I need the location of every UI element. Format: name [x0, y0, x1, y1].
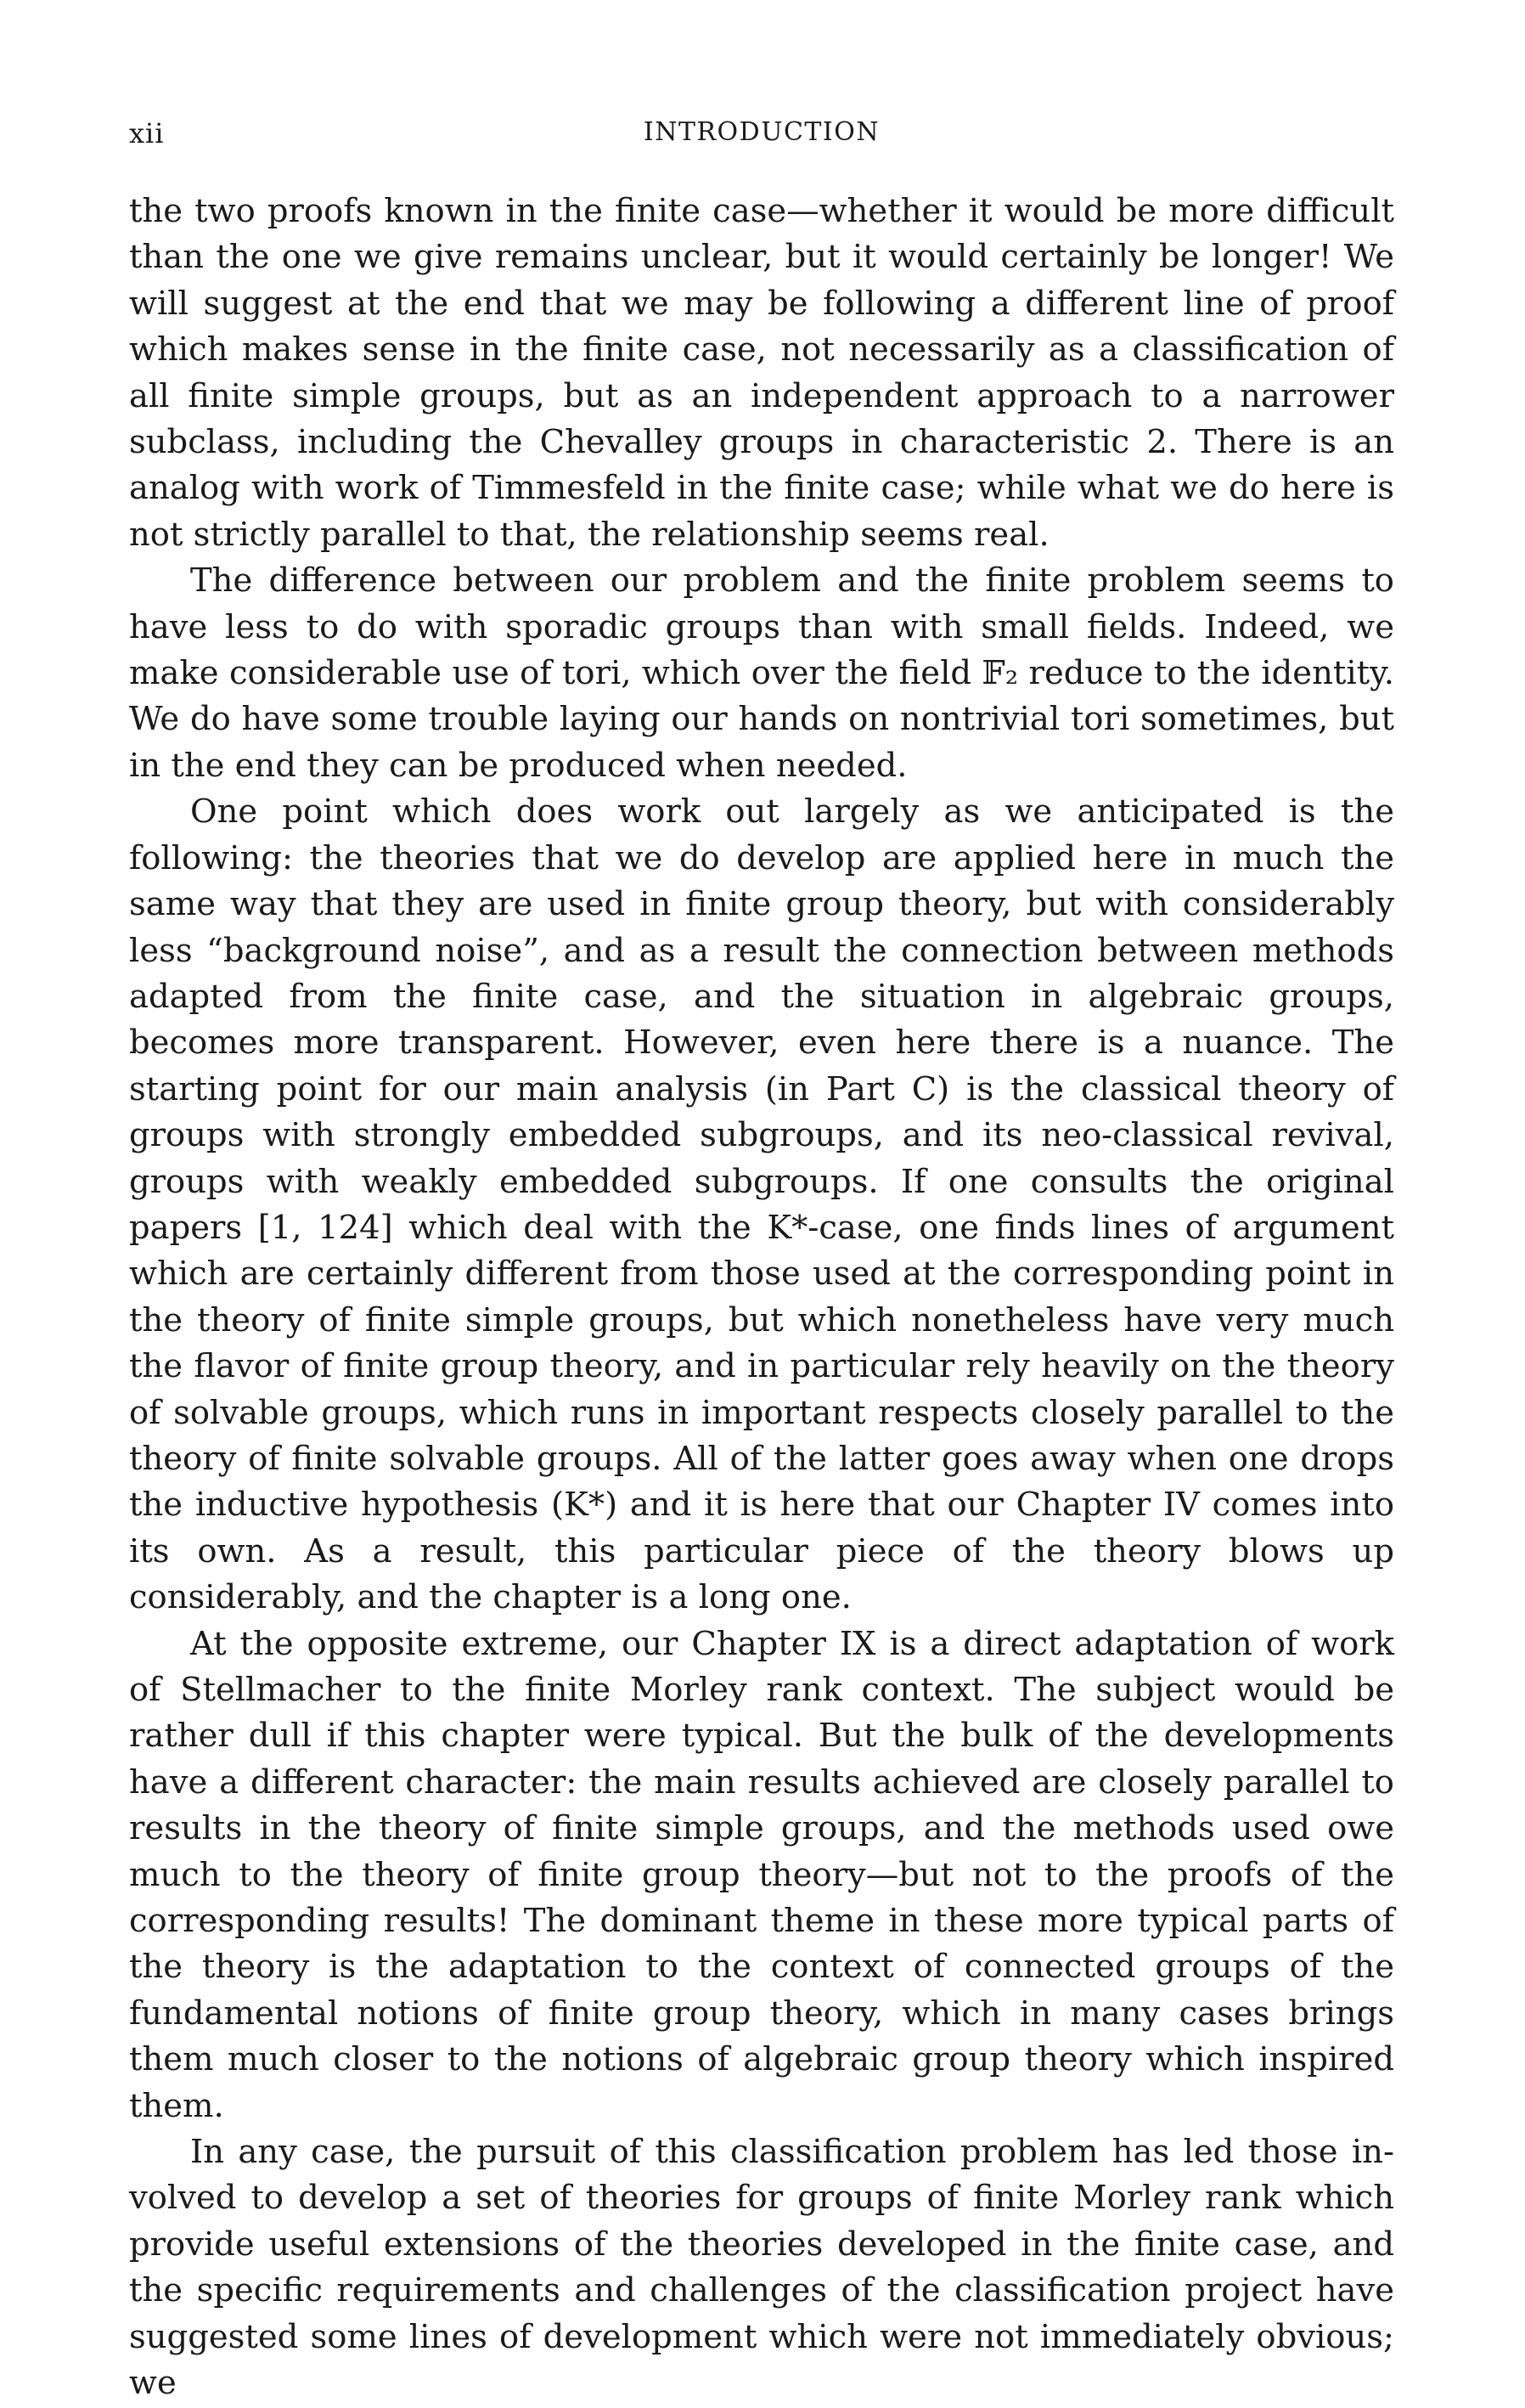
body-text: [129, 189, 1394, 2407]
page-header: [129, 117, 1394, 160]
paragraph: In any case, the pursuit of this classification problem has led those involved to develop a set of theories for groups of finite Morley rank which provide useful extensions of the theories developed in the finite case, and the specific requirements and challenges of the classification project have suggested some lines of development which were not immediately obvious; we: [129, 2133, 1394, 2403]
page-number: xii: [129, 117, 165, 149]
paragraph: One point which does work out largely as we anticipated is the following: the theories that we do develop are applied here in much the same way that they are used in finite group theory, but with considerably less “background noise”, and as a result the connection between methods adapted from the finite case, and the situation in algebraic groups, becomes more transparent. However, even here there is a nuance. The starting point for our main analysis (in Part C) is the classical theory of groups with strongly embedded subgroups, and its neo-classical revival, groups with weakly embedded subgroups. If one consults the original papers [1, 124] which deal with the K*-case, one finds lines of argument which are certainly different from those used at the corresponding point in the theory of finite simple groups, but which nonetheless have very much the flavor of finite group theory, and in particular rely heavily on the theory of solvable groups, which runs in important respects closely parallel to the theory of finite solvable groups. All of the latter goes away when one drops the inductive hypothesis (K*) and it is here that our Chapter IV comes into its own. As a result, this particular piece of the theory blows up considerably, and the chapter is a long one.: [129, 792, 1394, 1617]
paragraph: The difference between our problem and the finite problem seems to have less to do with sporadic groups than with small fields. Indeed, we make considerable use of tori, which over the field 𝔽₂ reduce to the identity. We do have some trouble laying our hands on nontrivial tori sometimes, but in the end they can be produced when needed.: [129, 561, 1394, 785]
running-title: INTRODUCTION: [643, 117, 881, 147]
paragraph: the two proofs known in the finite case—whether it would be more difficult than the one we give remains unclear, but it would certainly be longer! We will suggest at the end that we may be following a different line of proof which makes sense in the finite case, not necessarily as a classification of all finite simple groups, but as an independent approach to a narrower subclass, including the Chevalley groups in characteristic 2. There is an analog with work of Timmesfeld in the finite case; while what we do here is not strictly parallel to that, the relationship seems real.: [129, 192, 1394, 554]
paragraph: At the opposite extreme, our Chapter IX is a direct adaptation of work of Stellmacher to the finite Morley rank context. The subject would be rather dull if this chapter were typical. But the bulk of the developments have a different character: the main results achieved are closely parallel to results in the theory of finite simple groups, and the methods used owe much to the theory of finite group theory—but not to the proofs of the corresponding results! The dominant theme in these more typical parts of the theory is the adaptation to the context of connected groups of the fundamental notions of finite group theory, which in many cases brings them much closer to the notions of algebraic group theory which inspired them.: [129, 1624, 1394, 2125]
